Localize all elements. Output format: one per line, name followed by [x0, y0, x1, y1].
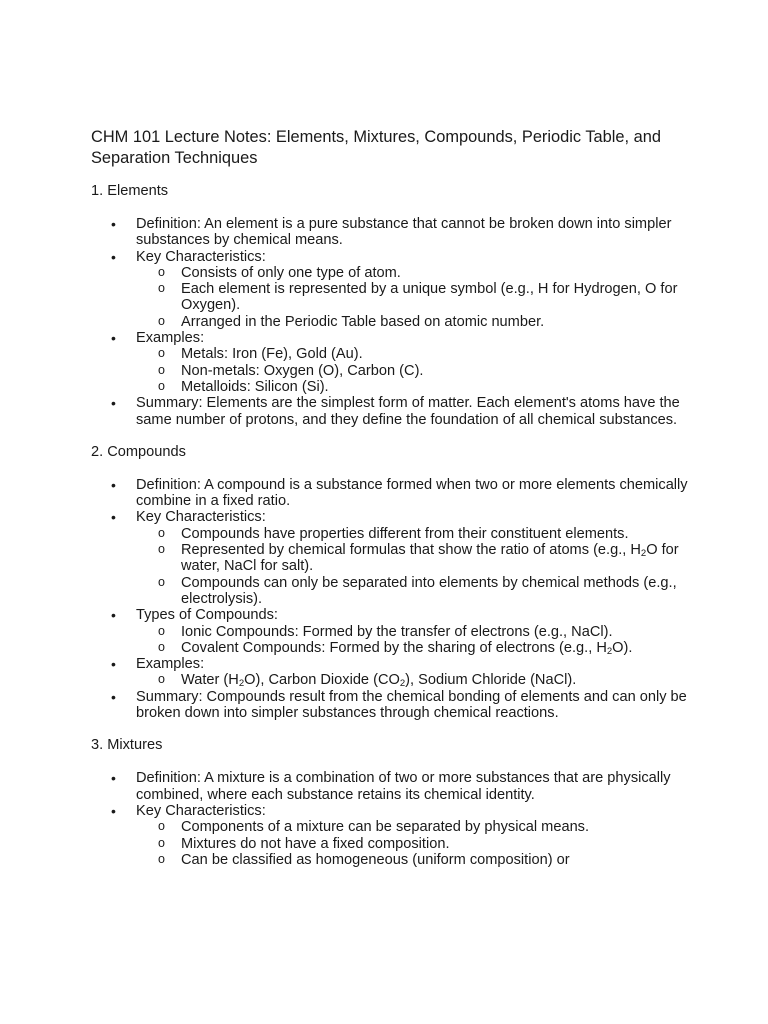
sublist-item: o Non-metals: Oxygen (O), Carbon (C).	[136, 363, 691, 379]
sublist-item: o Ionic Compounds: Formed by the transfer of electrons (e.g., NaCl).	[136, 624, 691, 640]
sublist-item: o Consists of only one type of atom.	[136, 265, 691, 281]
sublist	[136, 672, 691, 688]
definition-label: Definition	[136, 770, 197, 787]
section-heading-compounds: 2. Compounds	[91, 443, 186, 460]
section-heading-mixtures: 3. Mixtures	[91, 737, 163, 754]
list-item	[91, 477, 691, 510]
types-label: Types of Compounds	[136, 607, 274, 624]
sublist-item: o Can be classified as homogeneous (uniform composition) or	[136, 852, 691, 868]
list-item: • Key Characteristics: o Compounds have properties different from their constituent elements. o Represented by chemical formulas that show the ratio of atoms (e.g., $H_2O$ for water, NaCl for salt). o Compounds can only be separated into elements by chemical methods (e.g., electrolysis).	[91, 509, 691, 607]
key-characteristics-label: Key Characteristics	[136, 248, 262, 265]
sublist-item: o Each element is represented by a unique symbol (e.g., H for Hydrogen, O for Oxygen).	[136, 281, 691, 314]
list-item	[91, 395, 691, 428]
sublist	[136, 265, 691, 330]
list-item: • Key Characteristics: o Components of a mixture can be separated by physical means. o Mixtures do not have a fixed composition. o Can be classified as homogeneous (uniform composition) or	[91, 803, 691, 868]
sublist-item: o Represented by chemical formulas that show the ratio of atoms (e.g., $H_2O$ for water, NaCl for salt).	[136, 542, 691, 575]
sublist-item: o Compounds have properties different from their constituent elements.	[136, 526, 691, 542]
summary-text: : Compounds result from the chemical bonding of elements and can only be broken down into simpler substances through chemical reactions.	[136, 688, 687, 722]
sublist-item: o Metals: Iron (Fe), Gold (Au).	[136, 346, 691, 362]
sublist-item: o Covalent Compounds: Formed by the sharing of electrons (e.g., $H_2O$).	[136, 640, 691, 656]
document-content	[91, 127, 691, 868]
list-item	[91, 216, 691, 249]
sublist-item: o Compounds can only be separated into elements by chemical methods (e.g., electrolysis).	[136, 575, 691, 608]
sublist-item: o Arranged in the Periodic Table based on atomic number.	[136, 314, 691, 330]
list-item: • Types of Compounds: o Ionic Compounds: Formed by the transfer of electrons (e.g., NaCl). o Covalent Compounds: Formed by the sharing of electrons (e.g., $H_2O$).	[91, 607, 691, 656]
sublist-item: o Components of a mixture can be separated by physical means.	[136, 819, 691, 835]
mixtures-list	[91, 770, 691, 868]
examples-label: Examples	[136, 330, 201, 347]
sublist	[136, 346, 691, 395]
definition-text: : An element is a pure substance that cannot be broken down into simpler substances by chemical means.	[136, 216, 672, 249]
sublist	[136, 624, 691, 657]
elements-list	[91, 216, 691, 428]
definition-label: Definition	[136, 216, 197, 232]
sublist	[136, 526, 691, 607]
key-characteristics-label: Key Characteristics	[136, 509, 262, 526]
list-item: • Key Characteristics: o Consists of only one type of atom. o Each element is represented by a unique symbol (e.g., H for Hydrogen, O for Oxygen). o Arranged in the Periodic Table based on atomic number.	[91, 249, 691, 330]
key-characteristics-label: Key Characteristics	[136, 802, 262, 819]
document-title: CHM 101 Lecture Notes: Elements, Mixtures, Compounds, Periodic Table, and Separation Techniques	[91, 128, 661, 167]
summary-text: : Elements are the simplest form of matter. Each element's atoms have the same number of protons, and they define the foundation of all chemical substances.	[136, 395, 680, 428]
definition-label: Definition	[136, 476, 197, 493]
list-item: • Examples: o Metals: Iron (Fe), Gold (Au). o Non-metals: Oxygen (O), Carbon (C). o Metalloids: Silicon (Si).	[91, 330, 691, 395]
list-item: • Examples: o Water $(H_2O)$, Carbon Dioxide $(CO_2)$, Sodium Chloride (NaCl).	[91, 656, 691, 689]
summary-label: Summary	[136, 395, 199, 412]
list-item	[91, 689, 691, 722]
examples-label: Examples	[136, 656, 201, 673]
definition-text: : A compound is a substance formed when two or more elements chemically combine in a fixed ratio.	[136, 476, 688, 510]
compounds-list	[91, 477, 691, 721]
summary-label: Summary	[136, 688, 199, 705]
list-item	[91, 770, 691, 803]
sublist-item: o Water $(H_2O)$, Carbon Dioxide $(CO_2)$, Sodium Chloride (NaCl).	[136, 672, 691, 688]
section-heading-elements: 1. Elements	[91, 183, 169, 199]
sublist-item: o Metalloids: Silicon (Si).	[136, 379, 691, 395]
sublist-item: o Mixtures do not have a fixed composition.	[136, 836, 691, 852]
definition-text: : A mixture is a combination of two or more substances that are physically combined, where each substance retains its chemical identity.	[136, 770, 671, 803]
sublist	[136, 819, 691, 868]
